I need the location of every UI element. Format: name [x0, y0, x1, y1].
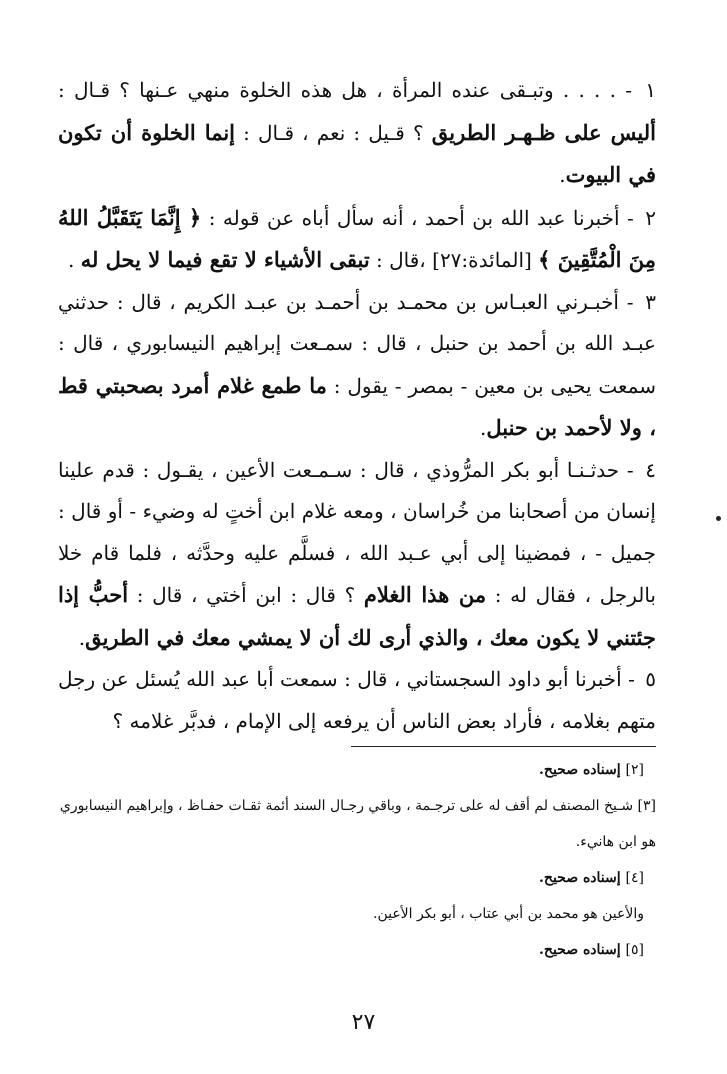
- page-number: ٢٧: [351, 1010, 376, 1035]
- paragraph: [58, 659, 656, 742]
- body-text: - أخبـرني العبـاس بن محمـد بن أحمـد بن عبـد الكريم ، قال : حدثني عبـد الله بن أحمد بن حنبل ، قال : سمـعت إبراهيم النيسابوري ، قال : سمعت يحيى بن معين - بمصر - يقول :: [58, 289, 656, 398]
- body-text: - حدثـنـا أبو بكر المرُّوذي ، قال : سـمـعت الأعين ، يقـول : قدم علينا إنسان من أصحابنا من خُراسان ، ومعه غلام ابن أختٍ له وضيء - أو قال : جميل - ، فمضينا إلى أبي عـبد الله ، فسلَّم عليه وحدَّثه ، فلما قام خلا بالرجل ، فقال له :: [58, 457, 656, 607]
- emphasized-text: تبقى الأشياء لا تقع فيما لا يحل له: [80, 247, 370, 272]
- paragraph: [58, 282, 656, 450]
- emphasized-text: إنما الخلوة أن تكون في البيوت: [58, 119, 656, 187]
- paragraph: [58, 70, 656, 197]
- margin-dot: [716, 516, 721, 521]
- emphasized-text: ما طمع غلام أمرد بصحبتي قط ، ولا لأحمد بن حنبل: [58, 372, 656, 440]
- footnote-separator: [351, 746, 656, 747]
- footnote-text: إسناده صحيح.: [539, 942, 626, 958]
- body-text: .: [479, 416, 487, 440]
- emphasized-text: أليس على ظـهـر الطريق: [431, 119, 657, 145]
- paragraph-number: ٢: [645, 205, 656, 230]
- body-text: - أخبرنا أبو داود السجستاني ، قال : سمعت أبا عبد الله يُسئل عن رجل متهم بغلامه ، فأراد بعض الناس أن يرفعه إلى الإمام ، فدبَّر غلامه ؟: [58, 667, 656, 733]
- body-text: .: [78, 625, 86, 650]
- footnote: [58, 752, 656, 788]
- paragraph-number: ٣: [645, 289, 656, 314]
- emphasized-text: ﴿ إِنَّمَا يَتَقَبَّلُ اللهُ مِنَ الْمُتَّقِينَ ﴾: [58, 204, 656, 272]
- footnote-ref: [٢]: [625, 762, 644, 778]
- footnote: [58, 860, 656, 896]
- body-text: ؟ قـيل : نعم ، قـال :: [235, 120, 432, 145]
- emphasized-text: من هذا الغلام: [363, 582, 487, 607]
- footnote-ref: [٥]: [625, 942, 644, 958]
- footnote: [58, 896, 656, 932]
- paragraph-number: ١: [645, 78, 656, 102]
- body-text: [المائدة:٢٧] ،قال :: [369, 248, 539, 272]
- footnote-text: شـيخ المصنف لم أقف له على ترجـمة ، وباقي رجـال السند أئمة ثقـات حفـاظ ، وإبراهيم النيسابوري هو ابن هانيء.: [59, 798, 656, 850]
- footnote-text: والأعين هو محمد بن أبي عتاب ، أبو بكر الأعين.: [373, 906, 644, 922]
- body-text: .: [559, 163, 566, 187]
- paragraph: [58, 450, 656, 660]
- body-text: - أخبرنا عبد الله بن أحمد ، أنه سأل أباه عن قوله :: [201, 205, 642, 230]
- paragraph-number: ٥: [645, 667, 656, 691]
- footnote-ref: [٣]: [637, 798, 656, 814]
- body-text: ؟ قال : ابن أختي ، قال :: [128, 583, 364, 607]
- footnote: [58, 788, 656, 860]
- footnote-text: إسناده صحيح.: [539, 870, 626, 886]
- paragraph: [58, 197, 656, 282]
- body-text: - . . . . وتبـقى عنده المرأة ، هل هذه الخلوة منهي عـنها ؟ قـال :: [58, 78, 642, 102]
- footnote-text: إسناده صحيح.: [539, 762, 626, 778]
- emphasized-text: أحبُّ إذا جئتني لا يكون معك ، والذي أرى لك أن لا يمشي معك في الطريق: [58, 582, 656, 650]
- footnote-ref: [٤]: [625, 870, 644, 886]
- paragraph-number: ٤: [645, 457, 656, 482]
- body-text: .: [67, 248, 81, 272]
- footnotes: [58, 752, 656, 968]
- main-text: [58, 70, 656, 742]
- footnote: [58, 932, 656, 968]
